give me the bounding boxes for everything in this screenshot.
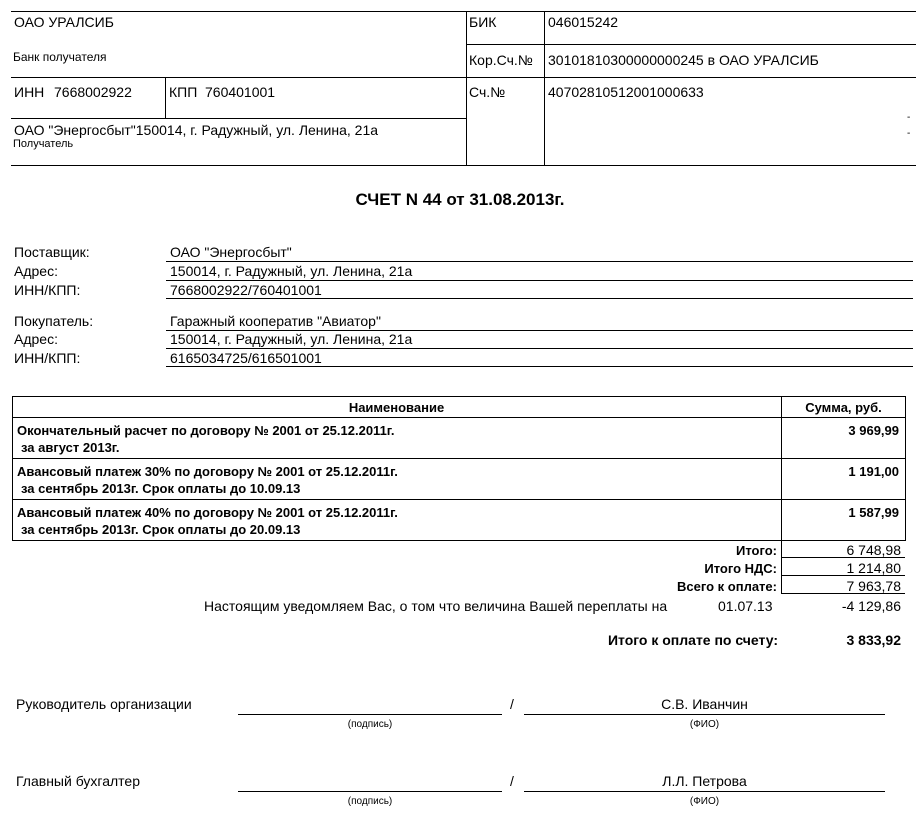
accountant-signature-line — [238, 791, 502, 792]
buyer-inn-kpp: 6165034725/616501001 — [170, 350, 322, 366]
overpay-notice: Настоящим уведомляем Вас, о том что величина Вашей переплаты на — [204, 598, 668, 614]
head-label: Руководитель организации — [16, 696, 192, 712]
column-header-name: Наименование — [348, 400, 445, 415]
vat-label: Итого НДС: — [704, 561, 777, 576]
supplier-inn-kpp-label: ИНН/КПП: — [14, 282, 81, 298]
edge-mark: - — [907, 112, 911, 123]
supplier-label: Поставщик: — [14, 244, 90, 260]
kor-account-value: 30101810300000000245 в ОАО УРАЛСИБ — [548, 52, 819, 68]
row-description-line1: Окончательный расчет по договору № 2001 от 25.12.2011г. — [17, 423, 395, 438]
buyer-label: Покупатель: — [14, 313, 94, 329]
recipient-bank-label: Банк получателя — [13, 50, 107, 64]
row-sum: 3 969,99 — [848, 423, 899, 438]
inn-value: 7668002922 — [54, 84, 132, 100]
row-description-line2: за сентябрь 2013г. Срок оплаты до 20.09.13 — [21, 522, 301, 537]
overpay-date: 01.07.13 — [718, 598, 773, 614]
head-name: С.В. Иванчин — [661, 696, 748, 712]
supplier-address: 150014, г. Радужный, ул. Ленина, 21а — [170, 263, 413, 279]
final-total-label: Итого к оплате по счету: — [607, 632, 778, 648]
fio-caption: (ФИО) — [689, 796, 720, 807]
bank-name: ОАО УРАЛСИБ — [14, 14, 114, 30]
final-total-value: 3 833,92 — [846, 632, 901, 648]
vat-value: 1 214,80 — [846, 560, 901, 576]
inn-label: ИНН — [14, 84, 45, 100]
row-sum: 1 587,99 — [848, 505, 899, 520]
grand-total-value: 7 963,78 — [846, 578, 901, 594]
kpp-value: 760401001 — [205, 84, 276, 100]
overpay-value: -4 129,86 — [841, 598, 901, 614]
accountant-name: Л.Л. Петрова — [662, 773, 747, 789]
head-name-line — [524, 714, 885, 715]
row-description-line1: Авансовый платеж 40% по договору № 2001 от 25.12.2011г. — [17, 505, 398, 520]
kpp-label: КПП — [169, 84, 198, 100]
grand-total-label: Всего к оплате: — [677, 579, 777, 594]
recipient-label: Получатель — [13, 138, 74, 150]
buyer-address: 150014, г. Радужный, ул. Ленина, 21а — [170, 331, 413, 347]
row-sum: 1 191,00 — [848, 464, 899, 479]
account-label: Сч.№ — [469, 84, 506, 100]
supplier-value: ОАО "Энергосбыт" — [170, 244, 292, 260]
buyer-address-label: Адрес: — [14, 331, 58, 347]
head-signature-line — [238, 714, 502, 715]
column-header-sum: Сумма, руб. — [805, 400, 882, 415]
total-value: 6 748,98 — [846, 542, 901, 558]
accountant-name-line — [524, 791, 885, 792]
signature-caption: (подпись) — [347, 796, 393, 807]
slash: / — [510, 696, 514, 712]
fio-caption: (ФИО) — [689, 719, 720, 730]
slash: / — [510, 773, 514, 789]
invoice-title: СЧЕТ N 44 от 31.08.2013г. — [355, 190, 565, 209]
row-description-line1: Авансовый платеж 30% по договору № 2001 от 25.12.2011г. — [17, 464, 398, 479]
signature-caption: (подпись) — [347, 719, 393, 730]
edge-mark: - — [907, 128, 911, 139]
total-label: Итого: — [736, 543, 777, 558]
buyer-value: Гаражный кооператив "Авиатор" — [170, 313, 381, 329]
buyer-inn-kpp-label: ИНН/КПП: — [14, 350, 81, 366]
account-value: 40702810512001000633 — [548, 84, 704, 100]
recipient-value: ОАО "Энергосбыт"150014, г. Радужный, ул. Ленина, 21а — [14, 122, 379, 138]
accountant-label: Главный бухгалтер — [16, 773, 140, 789]
kor-account-label: Кор.Сч.№ — [469, 52, 533, 68]
supplier-address-label: Адрес: — [14, 263, 58, 279]
bik-value: 046015242 — [548, 14, 619, 30]
supplier-inn-kpp: 7668002922/760401001 — [170, 282, 322, 298]
row-description-line2: за сентябрь 2013г. Срок оплаты до 10.09.13 — [21, 481, 301, 496]
row-description-line2: за август 2013г. — [21, 440, 120, 455]
bik-label: БИК — [469, 14, 497, 30]
